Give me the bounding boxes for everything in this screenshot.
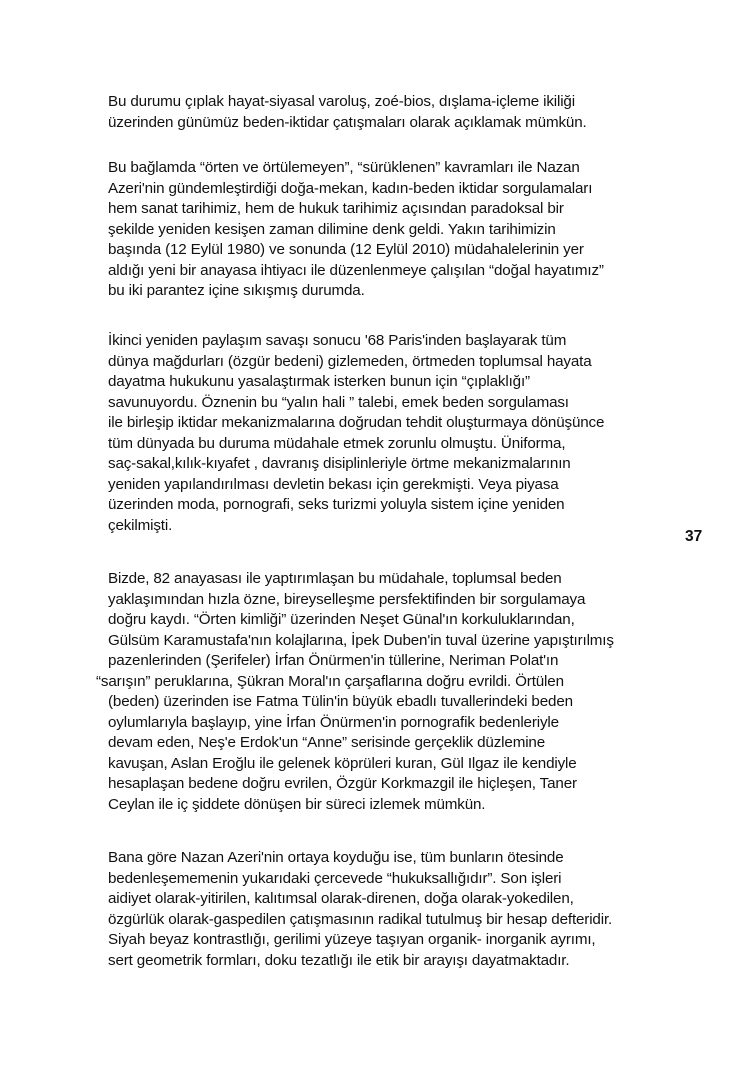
text-line: bu iki parantez içine sıkışmış durumda.: [108, 282, 365, 299]
text-line: Gülsüm Karamustafa'nın kolajlarına, İpek Duben'in tuval üzerine yapıştırılmış: [108, 631, 614, 649]
text-line: yaklaşımından hızla özne, bireyselleşme persfektifinden bir sorgulamaya: [108, 590, 586, 608]
text-line: doğru kaydı. “Örten kimliği” üzerinden Neşet Günal'ın korkuluklarından,: [108, 611, 575, 628]
text-line: İkinci yeniden paylaşım savaşı sonucu '68 Paris'inden başlayarak tüm: [108, 332, 567, 349]
text-line: oylumlarıyla başlayıp, yine İrfan Önürmen'in pornografik bedenleriyle: [108, 713, 559, 731]
text-line: Siyah beyaz kontrastlığı, gerilimi yüzeye taşıyan organik- inorganik ayrımı,: [108, 931, 596, 948]
text-line: kavuşan, Aslan Eroğlu ile gelenek köprüleri kuran, Gül Ilgaz ile kendiyle: [108, 754, 577, 772]
text-line: pazenlerinden (Şerifeler) İrfan Önürmen'in tüllerine, Neriman Polat'ın: [108, 652, 559, 669]
page-number: 37: [685, 528, 703, 545]
paragraph-4: [96, 569, 614, 815]
text-line: dünya mağdurları (özgür bedeni) gizlemeden, örtmeden toplumsal hayata: [108, 352, 592, 370]
text-line: saç-sakal,kılık-kıyafet , davranış disiplinleriyle örtme mekanizmalarının: [108, 455, 571, 472]
text-line: başında (12 Eylül 1980) ve sonunda (12 Eylül 2010) müdahalelerinin yer: [108, 241, 584, 258]
text-line: devam eden, Neş'e Erdok'un “Anne” serisinde gerçeklik düzlemine: [108, 734, 546, 751]
text-line: (beden) üzerinden ise Fatma Tülin'in büyük ebadlı tuvallerindeki beden: [108, 693, 573, 710]
text-line: çekilmişti.: [108, 516, 173, 534]
text-line: savunuyordu. Öznenin bu “yalın hali ” talebi, emek beden sorgulaması: [108, 393, 569, 411]
text-line: Bizde, 82 anayasası ile yaptırımlaşan bu müdahale, toplumsal beden: [108, 570, 562, 587]
text-line: Azeri'nin gündemleştirdiği doğa-mekan, kadın-beden iktidar sorgulamaları: [108, 179, 593, 197]
paragraph-2: [108, 158, 604, 302]
text-line: üzerinden moda, pornografi, seks turizmi yoluyla sistem içine yeniden: [108, 496, 565, 513]
text-line: şekilde yeniden kesişen zaman dilimine denk geldi. Yakın tarihimizin: [108, 220, 556, 238]
text-line: sert geometrik formları, doku tezatlığı ile etik bir arayışı dayatmaktadır.: [108, 951, 570, 969]
text-line: özgürlük olarak-gaspedilen çatışmasının radikal tutulmuş bir hesap defteridir.: [108, 910, 613, 928]
text-line: aidiyet olarak-yitirilen, kalıtımsal olarak-direnen, doğa olarak-yokedilen,: [108, 890, 574, 907]
text-line: Bu bağlamda “örten ve örtülemeyen”, “sürüklenen” kavramları ile Nazan: [108, 159, 580, 176]
paragraph-5: [108, 848, 612, 971]
text-line: aldığı yeni bir anayasa ihtiyacı ile düzenlenmeye çalışılan “doğal hayatımız”: [108, 261, 604, 279]
text-line: dayatma hukukunu yasalaştırmak isterken bunun için “çıplaklığı”: [108, 373, 530, 390]
text-line: üzerinden günümüz beden-iktidar çatışmaları olarak açıklamak mümkün.: [108, 113, 587, 131]
text-line: hem sanat tarihimiz, hem de hukuk tarihimiz açısından paradoksal bir: [108, 200, 564, 217]
text-line: tüm dünyada bu duruma müdahale etmek zorunlu olmuştu. Üniforma,: [108, 434, 566, 452]
text-line: Ceylan ile iç şiddete dönüşen bir süreci izlemek mümkün.: [108, 795, 486, 813]
text-line: yeniden yapılandırılması devletin bekası için gerekmişti. Veya piyasa: [108, 475, 559, 493]
paragraph-3: [108, 331, 604, 536]
text-line: hesaplaşan bedene doğru evrilen, Özgür Korkmazgil ile hiçleşen, Taner: [108, 775, 577, 792]
text-line: Bana göre Nazan Azeri'nin ortaya koyduğu ise, tüm bunların ötesinde: [108, 849, 564, 866]
text-line: ile birleşip iktidar mekanizmalarına doğrudan tehdit oluşturmaya dönüşünce: [108, 414, 605, 431]
text-line: Bu durumu çıplak hayat-siyasal varoluş, zoé-bios, dışlama-içleme ikiliği: [108, 93, 575, 110]
paragraph-1: [108, 92, 587, 133]
text-line: “sarışın” peruklarına, Şükran Moral'ın çarşaflarına doğru evrildi. Örtülen: [96, 672, 564, 690]
text-line: bedenleşememenin yukarıdaki çercevede “hukuksallığıdır”. Son işleri: [108, 869, 562, 887]
